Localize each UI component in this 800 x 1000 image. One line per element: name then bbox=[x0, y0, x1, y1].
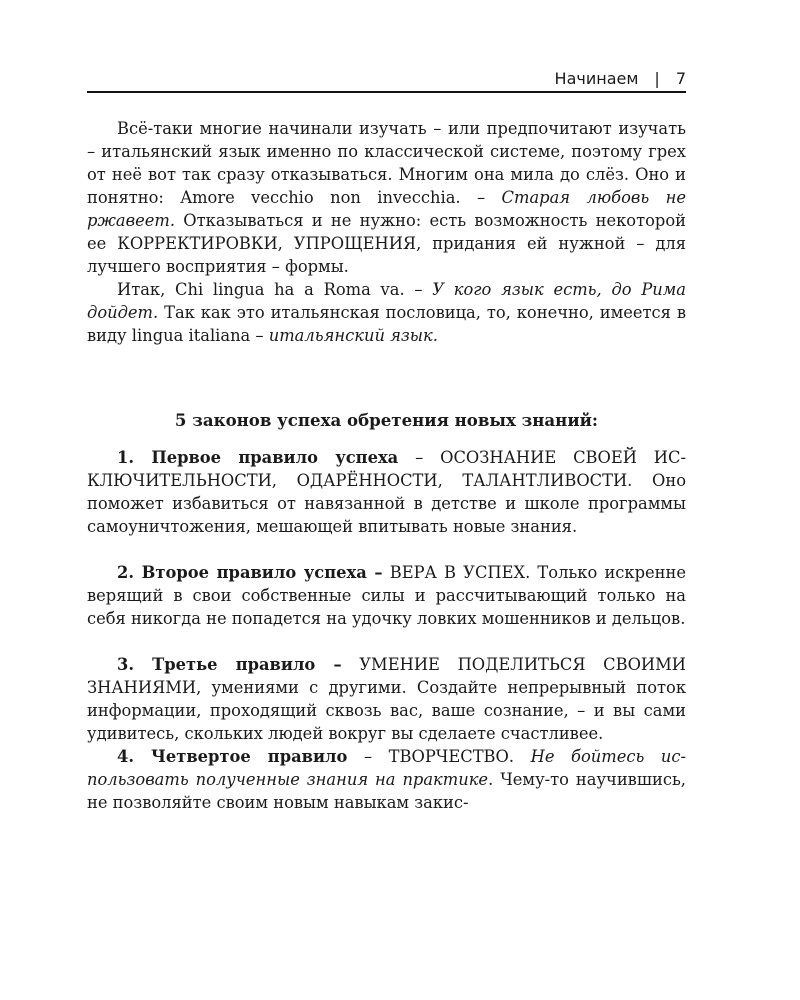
rule-4-paragraph: 4. Четвертое правило – ТВОРЧЕСТВО. Не бойтесь использовать полученные знания на практике. Чему-то научившись, не позволяйте своим новым навыкам закис- bbox=[87, 747, 686, 812]
running-header bbox=[87, 64, 686, 92]
page-body bbox=[87, 117, 686, 814]
intro-paragraph: Всё-таки многие начинали изучать – или предпочитают изучать – итальянский язык именно по классической системе, поэтому грех от неё вот так сразу отказываться. Многим она мила до слёз. Оно и понятно: Amore vecchio non invecchia. – Старая любовь не ржавеет. Отказываться и не нужно: есть возможность некоторой ее КОРРЕКТИРОВКИ, УПРОЩЕНИЯ, придания ей нужной – для лучшего восприятия – формы. bbox=[87, 119, 686, 276]
rule-1-paragraph: 1. Первое правило успеха – ОСОЗНАНИЕ СВОЕЙ ИСКЛЮЧИТЕЛЬНОСТИ, ОДАРЁННОСТИ, ТАЛАНТЛИВОСТИ. Оно поможет избавиться от навязанной в детстве и школе программы самоуничтожения, мешающей впитывать новые знания. bbox=[87, 448, 686, 536]
rule-3-paragraph: 3. Третье правило – УМЕНИЕ ПОДЕЛИТЬСЯ СВОИМИ ЗНАНИЯМИ, умениями с другими. Создайте непрерывный поток информации, проходящий сквозь вас, ваше сознание, – и вы сами удивитесь, скольких людей вокруг вы сделаете счастливее. bbox=[87, 655, 686, 743]
header-separator: | bbox=[654, 68, 660, 88]
proverb-paragraph: Итак, Chi lingua ha a Roma va. – У кого язык есть, до Рима дойдет. Так как это итальянская пословица, то, конечно, имеется в виду lingua italiana – итальянский язык. bbox=[87, 280, 686, 345]
page-number: 7 bbox=[675, 68, 686, 88]
header-rule bbox=[87, 91, 686, 93]
section-heading: 5 законов успеха обретения новых знаний: bbox=[174, 410, 599, 430]
section-title: Начинаем bbox=[554, 68, 639, 88]
rule-2-paragraph: 2. Второе правило успеха – ВЕРА В УСПЕХ. Только искренне верящий в свои собственные силы и рассчитывающий только на себя никогда не попадется на удочку ловких мошенников и дельцов. bbox=[87, 563, 686, 628]
